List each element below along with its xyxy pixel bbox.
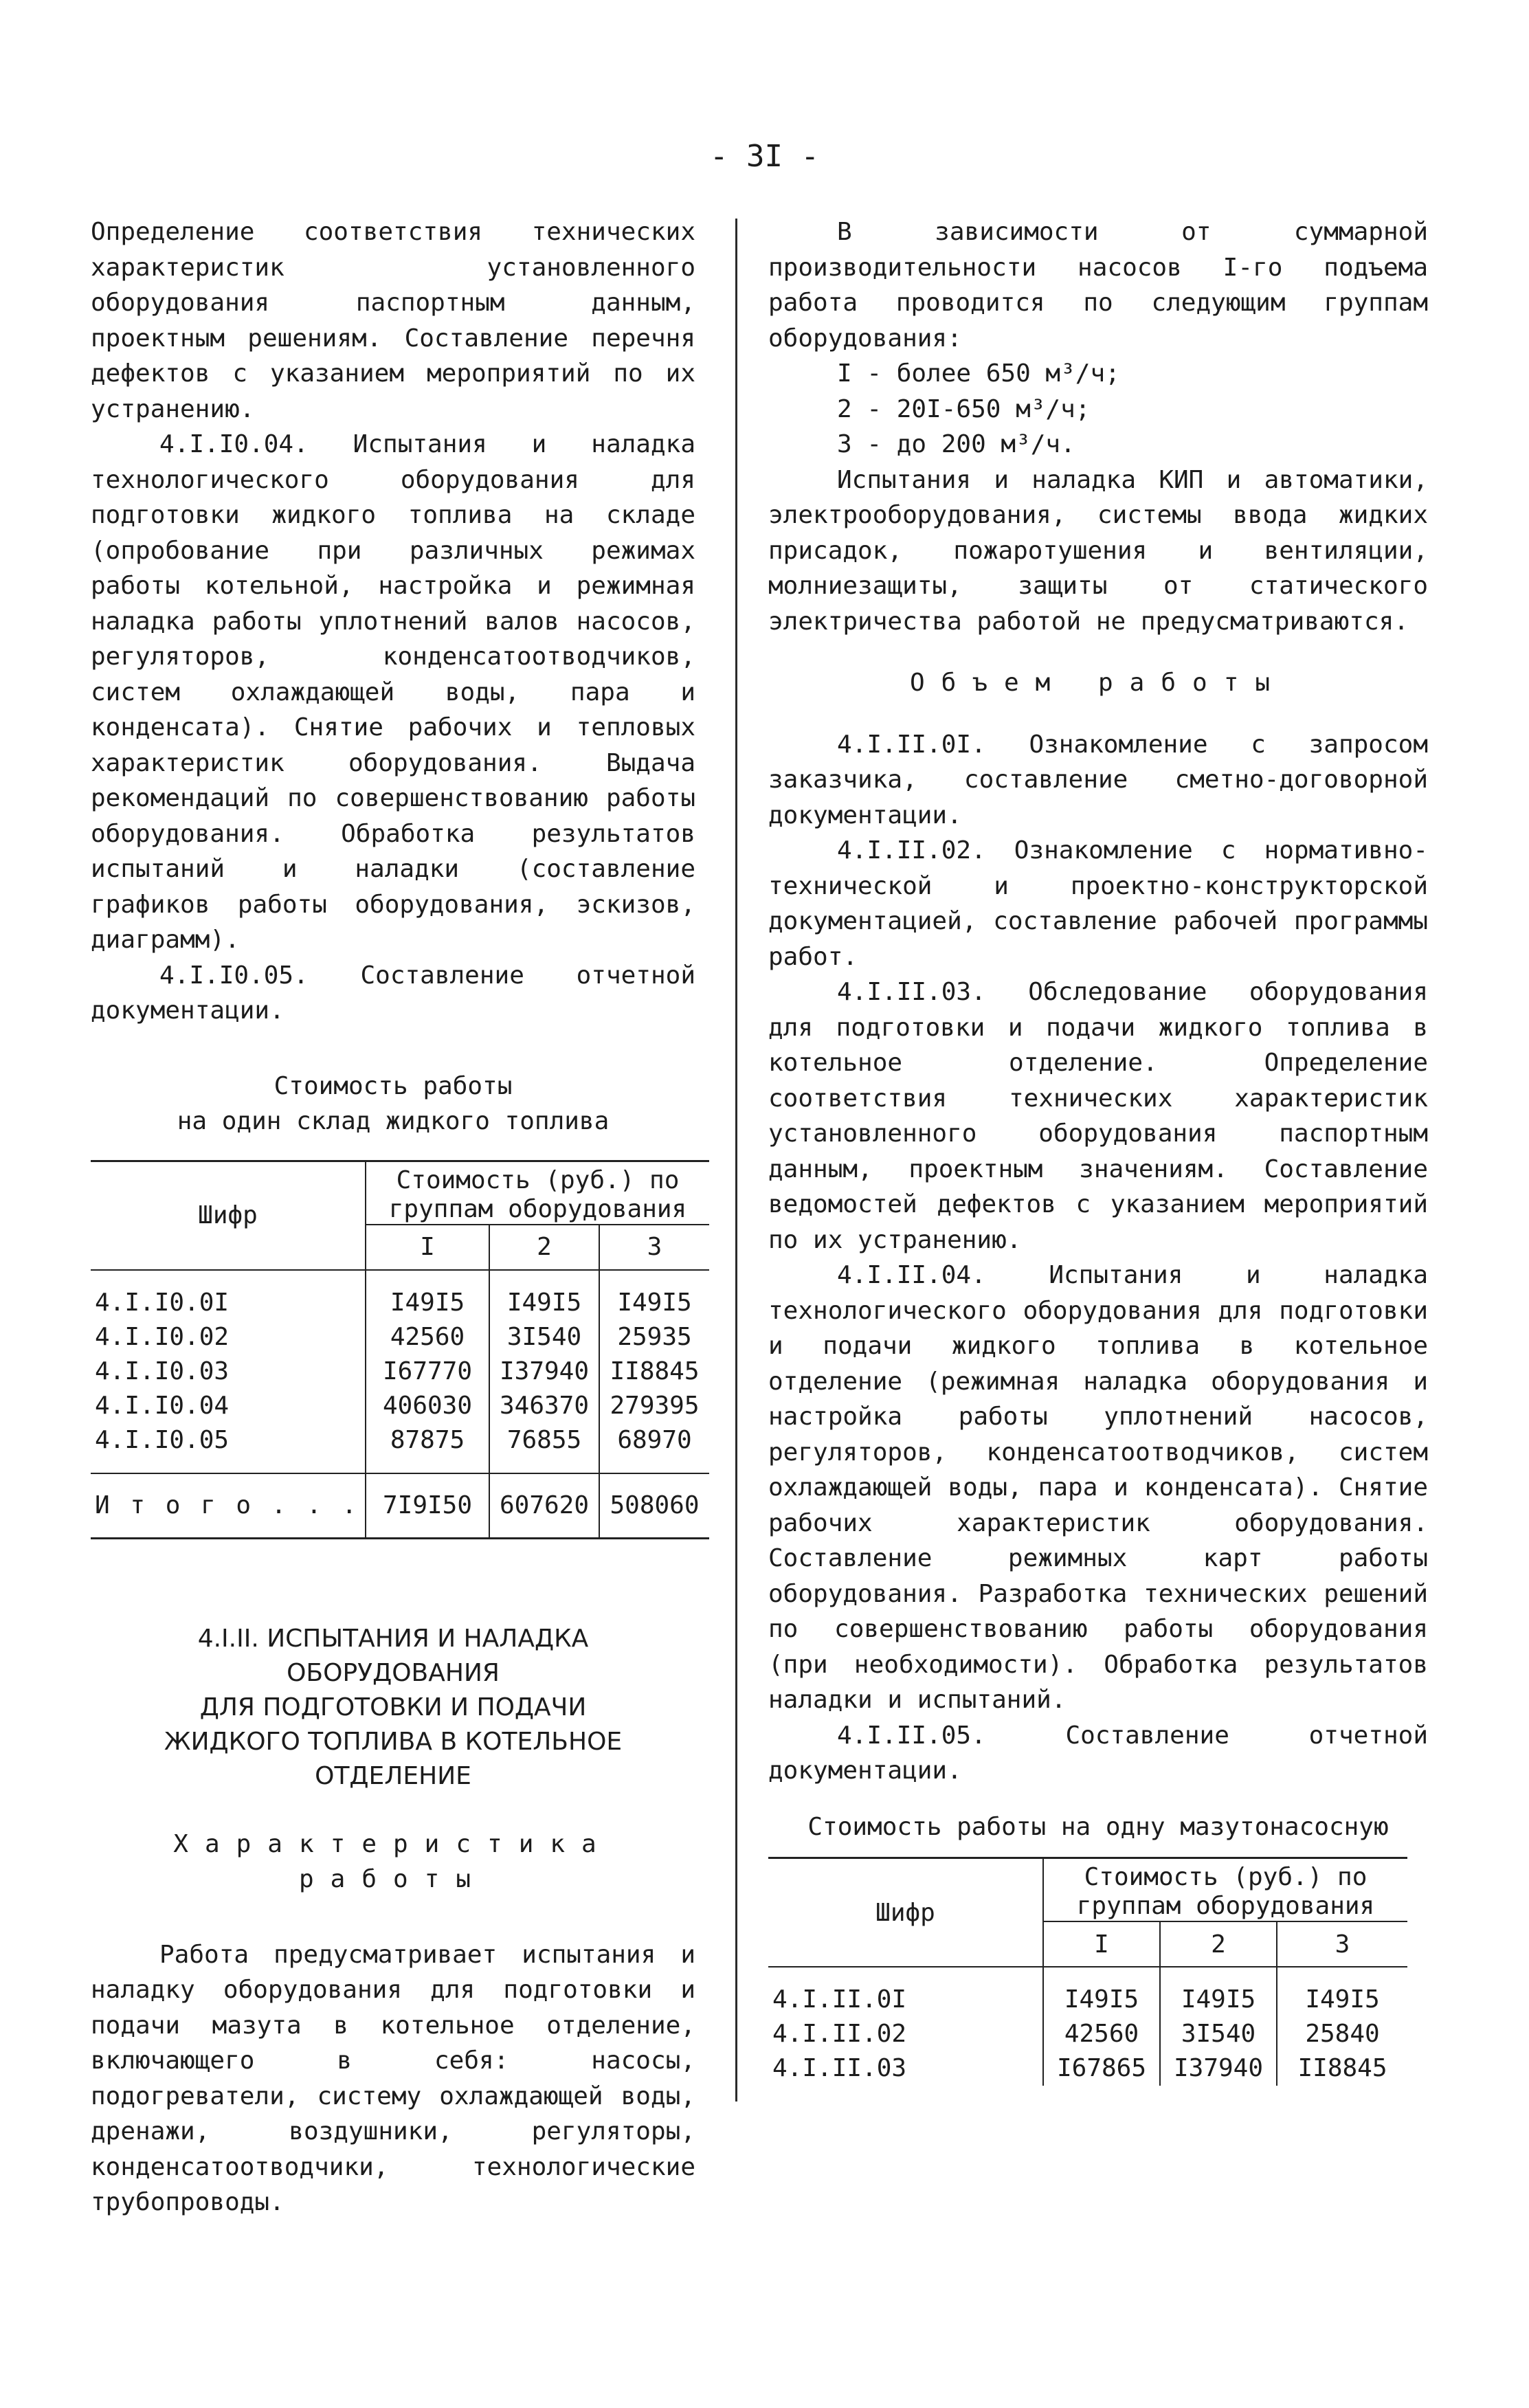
cell-value: 25935 (599, 1320, 709, 1354)
table-row (91, 1423, 709, 1473)
group-header: 3 (599, 1225, 709, 1270)
column-header-code: Шифр (768, 1858, 1043, 1967)
cell-value: II8845 (1277, 2051, 1407, 2086)
group-header: I (1043, 1921, 1160, 1967)
cell-code: 4.I.I0.02 (95, 1322, 230, 1351)
total-value: 607620 (489, 1473, 599, 1539)
column-header-cost: Стоимость (руб.) по группам оборудования (1043, 1858, 1407, 1922)
paragraph: 4.I.II.05. Составление отчетной документации. (768, 1721, 1428, 1785)
section-heading-line: ДЛЯ ПОДГОТОВКИ И ПОДАЧИ (199, 1693, 587, 1721)
cell-value: 42560 (366, 1320, 489, 1354)
cell-value: 3I540 (1160, 2017, 1277, 2051)
cost-table-warehouse (91, 1160, 709, 1539)
cell-value: II8845 (599, 1354, 709, 1389)
paragraph: 4.I.II.04. Испытания и наладка технологического оборудования для подготовки и подачи жидкого топлива в котельное отделение (режимная наладка оборудования и настройка работы уплотнений насосов, регуляторов, конденсатоотводчиков, систем охлаждающей воды, пара и конденсата). Снятие рабочих характеристик оборудования. Составление режимных карт работы оборудования. Разработка технических решений по совершенствованию работы оборудования (при необходимости). Обработка результатов наладки и испытаний. (768, 1261, 1428, 1714)
group-header: 2 (489, 1225, 599, 1270)
table-row (768, 2051, 1407, 2086)
table-row (91, 1320, 709, 1354)
cell-value: I49I5 (1160, 1967, 1277, 2017)
paragraph: 4.I.I0.04. Испытания и наладка технологического оборудования для подготовки жидкого топлива на складе (опробование при различных режимах работы котельной, настройка и режимная наладка работы уплотнений валов насосов, регуляторов, конденсатоотводчиков, систем охлаждающей воды, пара и конденсата). Снятие рабочих и тепловых характеристик оборудования. Выдача рекомендаций по совершенствованию работы оборудования. Обработка результатов испытаний и наладки (составление графиков работы оборудования, эскизов, диаграмм). (91, 430, 695, 954)
cell-code: 4.I.I0.04 (95, 1391, 230, 1420)
table-row (768, 1967, 1407, 2017)
cell-value: 68970 (599, 1423, 709, 1473)
total-value: 508060 (599, 1473, 709, 1539)
cell-code: 4.I.I0.0I (95, 1288, 230, 1317)
section-heading-line: ОБОРУДОВАНИЯ (287, 1658, 500, 1687)
section-heading-line: 4.I.II. ИСПЫТАНИЯ И НАЛАДКА (197, 1624, 589, 1653)
cell-value: I49I5 (599, 1270, 709, 1320)
table-total-row (91, 1473, 709, 1539)
cell-value: 406030 (366, 1389, 489, 1423)
cell-value: 346370 (489, 1389, 599, 1423)
paragraph: Определение соответствия технических характеристик установленного оборудования паспортным данным, проектным решениям. Составление перечня дефектов с указанием мероприятий по их устранению. (91, 218, 695, 423)
page-number: - 3I - (710, 139, 819, 174)
left-column (91, 214, 700, 2220)
cell-value: 87875 (366, 1423, 489, 1473)
paragraph: Испытания и наладка КИП и автоматики, электрооборудования, системы ввода жидких присадок, пожаротушения и вентиляции, молниезащиты, защиты от статического электричества работой не предусматриваются. (768, 465, 1428, 636)
paragraph: 4.I.II.03. Обследование оборудования для подготовки и подачи жидкого топлива в котельное отделение. Определение соответствия технических характеристик установленного оборудования паспортным данным, проектным значениям. Составление ведомостей дефектов с указанием мероприятий по их устранению. (768, 978, 1428, 1254)
group-header: 2 (1160, 1921, 1277, 1967)
cell-code: 4.I.I0.03 (95, 1357, 230, 1385)
cell-code: 4.I.II.03 (772, 2054, 907, 2082)
column-divider (735, 219, 737, 2102)
table-caption: на один склад жидкого топлива (177, 1107, 610, 1135)
table-row (91, 1354, 709, 1389)
cost-table-pumping (768, 1857, 1407, 2086)
table-row (91, 1270, 709, 1320)
cell-value: 76855 (489, 1423, 599, 1473)
subheading: Объем работы (909, 669, 1287, 697)
column-header-cost: Стоимость (руб.) по группам оборудования (366, 1161, 709, 1225)
cell-value: I49I5 (366, 1270, 489, 1320)
table-row (91, 1389, 709, 1423)
cell-value: I67865 (1043, 2051, 1160, 2086)
cell-value: I67770 (366, 1354, 489, 1389)
subheading: Характеристика (173, 1829, 613, 1858)
cell-value: 25840 (1277, 2017, 1407, 2051)
table-caption: Стоимость работы (274, 1071, 513, 1100)
total-value: 7I9I50 (366, 1473, 489, 1539)
table-caption: Стоимость работы на одну мазутонасосную (807, 1812, 1389, 1841)
group-list-item: I - более 650 м³/ч; (837, 359, 1120, 388)
paragraph: 4.I.II.02. Ознакомление с нормативно-технической и проектно-конструкторской документацией, составление рабочей программы работ. (768, 836, 1428, 971)
cell-code: 4.I.I0.05 (95, 1425, 230, 1454)
cell-value: 42560 (1043, 2017, 1160, 2051)
group-header: 3 (1277, 1921, 1407, 1967)
cell-code: 4.I.II.0I (772, 1985, 907, 2014)
group-list-item: 2 - 20I-650 м³/ч; (837, 394, 1091, 423)
paragraph: 4.I.I0.05. Составление отчетной документации. (91, 961, 695, 1025)
column-header-code: Шифр (91, 1161, 366, 1270)
group-list-item: 3 - до 200 м³/ч. (837, 430, 1075, 458)
section-heading-line: ЖИДКОГО ТОПЛИВА В КОТЕЛЬНОЕ ОТДЕЛЕНИЕ (164, 1727, 623, 1790)
paragraph: В зависимости от суммарной производительности насосов I-го подъема работа проводится по следующим группам оборудования: (768, 218, 1428, 353)
subheading: работы (298, 1865, 488, 1893)
cell-value: 3I540 (489, 1320, 599, 1354)
cell-code: 4.I.II.02 (772, 2020, 907, 2048)
total-label: И т о г о . . . (91, 1473, 366, 1539)
cell-value: I37940 (1160, 2051, 1277, 2086)
group-header: I (366, 1225, 489, 1270)
table-row (768, 2017, 1407, 2051)
cell-value: I37940 (489, 1354, 599, 1389)
right-column (768, 214, 1428, 2086)
paragraph: 4.I.II.0I. Ознакомление с запросом заказчика, составление сметно-договорной документации. (768, 730, 1428, 829)
cell-value: 279395 (599, 1389, 709, 1423)
cell-value: I49I5 (1043, 1967, 1160, 2017)
cell-value: I49I5 (1277, 1967, 1407, 2017)
cell-value: I49I5 (489, 1270, 599, 1320)
section-heading (91, 1622, 695, 1794)
paragraph: Работа предусматривает испытания и наладку оборудования для подготовки и подачи мазута в котельное отделение, включающего в себя: насосы, подогреватели, систему охлаждающей воды, дренажи, воздушники, регуляторы, конденсатоотводчики, технологические трубопроводы. (91, 1940, 695, 2216)
